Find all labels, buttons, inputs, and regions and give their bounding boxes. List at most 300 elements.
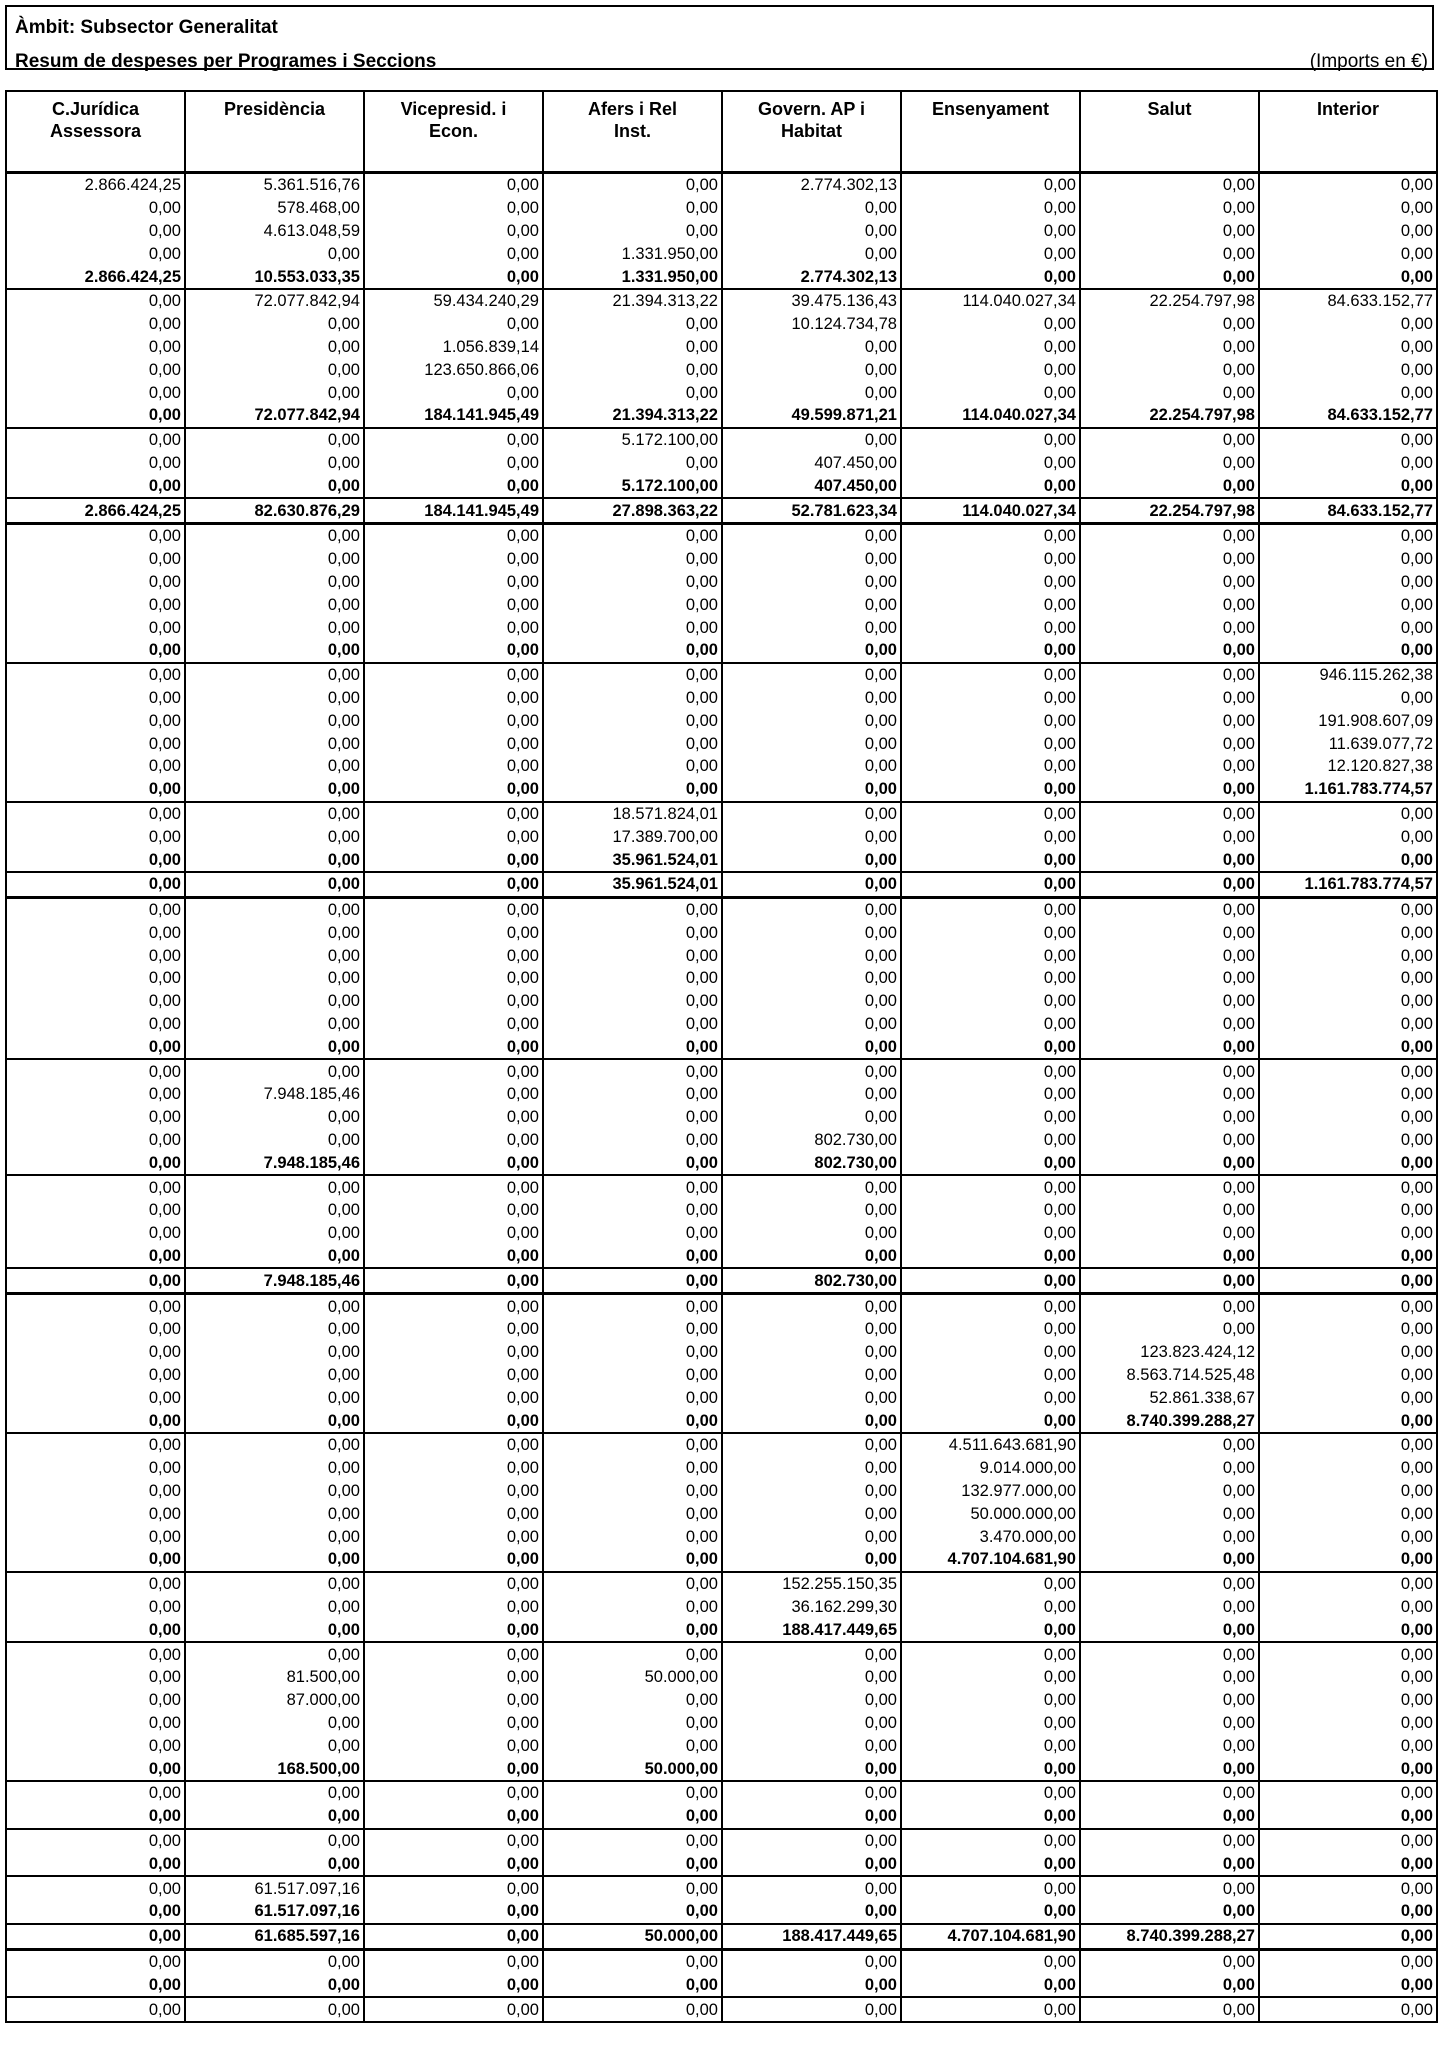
amount-cell: 0,00: [901, 944, 1080, 967]
amount-cell: 0,00: [543, 1480, 722, 1503]
amount-cell: 0,00: [1259, 523, 1437, 547]
amount-cell: 0,00: [185, 1341, 364, 1364]
amount-cell: 0,00: [1259, 848, 1437, 872]
amount-cell: 0,00: [722, 1386, 901, 1409]
subtotal-row: [6, 1757, 1437, 1781]
amount-cell: 0,00: [364, 1548, 543, 1572]
amount-cell: 0,00: [722, 1689, 901, 1712]
amount-cell: 2.866.424,25: [6, 173, 185, 197]
amount-cell: 0,00: [185, 990, 364, 1013]
amount-cell: 0,00: [185, 778, 364, 802]
amount-cell: 61.517.097,16: [185, 1900, 364, 1924]
amount-cell: 0,00: [901, 571, 1080, 594]
amount-cell: 0,00: [1259, 1013, 1437, 1036]
amount-cell: 0,00: [1080, 687, 1259, 710]
amount-cell: 0,00: [1259, 1341, 1437, 1364]
amount-cell: 0,00: [185, 1480, 364, 1503]
amount-cell: 0,00: [1259, 687, 1437, 710]
amount-cell: 0,00: [543, 778, 722, 802]
amount-cell: 0,00: [722, 897, 901, 921]
amount-cell: 61.685.597,16: [185, 1924, 364, 1949]
amount-cell: 0,00: [364, 1805, 543, 1829]
amount-cell: 0,00: [364, 571, 543, 594]
amount-cell: 5.172.100,00: [543, 474, 722, 498]
table-row: [6, 593, 1437, 616]
amount-cell: 0,00: [543, 313, 722, 336]
subtotal-row: [6, 1151, 1437, 1175]
amount-cell: 0,00: [901, 336, 1080, 359]
amount-cell: 81.500,00: [185, 1666, 364, 1689]
amount-cell: 0,00: [1080, 872, 1259, 897]
table-row: [6, 1596, 1437, 1619]
amount-cell: 0,00: [722, 1852, 901, 1876]
amount-cell: 0,00: [722, 967, 901, 990]
amount-cell: 0,00: [6, 616, 185, 639]
amount-cell: 0,00: [6, 944, 185, 967]
amount-cell: 0,00: [6, 1433, 185, 1457]
amount-cell: 0,00: [185, 732, 364, 755]
amount-cell: 0,00: [901, 639, 1080, 663]
amount-cell: 0,00: [6, 1876, 185, 1900]
amount-cell: 0,00: [543, 944, 722, 967]
amount-cell: 0,00: [1259, 1924, 1437, 1949]
amount-cell: 0,00: [364, 1712, 543, 1735]
amount-cell: 0,00: [364, 1222, 543, 1245]
amount-cell: 578.468,00: [185, 197, 364, 220]
amount-cell: 0,00: [722, 944, 901, 967]
amount-cell: 0,00: [364, 242, 543, 265]
amount-cell: 0,00: [6, 220, 185, 243]
table-row: [6, 802, 1437, 826]
amount-cell: 0,00: [1259, 571, 1437, 594]
amount-cell: 0,00: [901, 1151, 1080, 1175]
amount-cell: 0,00: [1080, 1222, 1259, 1245]
amount-cell: 0,00: [1259, 1618, 1437, 1642]
amount-cell: 0,00: [543, 593, 722, 616]
amount-cell: 12.120.827,38: [1259, 755, 1437, 778]
amount-cell: 0,00: [1080, 336, 1259, 359]
amount-cell: 0,00: [543, 1973, 722, 1997]
amount-cell: 0,00: [1259, 1548, 1437, 1572]
amount-cell: 84.633.152,77: [1259, 498, 1437, 523]
amount-cell: 114.040.027,34: [901, 289, 1080, 313]
amount-cell: 0,00: [543, 220, 722, 243]
amount-cell: 0,00: [1080, 1175, 1259, 1199]
amount-cell: 0,00: [1080, 1318, 1259, 1341]
amount-cell: 0,00: [722, 1199, 901, 1222]
amount-cell: 72.077.842,94: [185, 404, 364, 428]
amount-cell: 0,00: [543, 990, 722, 1013]
amount-cell: 0,00: [6, 242, 185, 265]
amount-cell: 0,00: [1259, 1222, 1437, 1245]
amount-cell: 0,00: [185, 1245, 364, 1269]
table-row: [6, 1106, 1437, 1129]
amount-cell: 0,00: [364, 1083, 543, 1106]
amount-cell: 0,00: [185, 1949, 364, 1973]
table-row: [6, 1642, 1437, 1666]
amount-cell: 0,00: [6, 709, 185, 732]
amount-cell: 0,00: [364, 313, 543, 336]
amount-cell: 0,00: [1259, 173, 1437, 197]
subtotal-row: [6, 639, 1437, 663]
amount-cell: 0,00: [185, 1013, 364, 1036]
amount-cell: 0,00: [722, 1294, 901, 1318]
amount-cell: 0,00: [6, 967, 185, 990]
amount-cell: 946.115.262,38: [1259, 663, 1437, 687]
amount-cell: 0,00: [1259, 313, 1437, 336]
table-row: [6, 1781, 1437, 1805]
amount-cell: 0,00: [364, 1059, 543, 1083]
amount-cell: 0,00: [722, 1900, 901, 1924]
amount-cell: 0,00: [543, 922, 722, 945]
table-row: [6, 197, 1437, 220]
amount-cell: 132.977.000,00: [901, 1480, 1080, 1503]
table-row: [6, 1734, 1437, 1757]
amount-cell: 0,00: [364, 922, 543, 945]
amount-cell: 0,00: [185, 571, 364, 594]
amount-cell: 0,00: [1080, 967, 1259, 990]
amount-cell: 0,00: [6, 778, 185, 802]
amount-cell: 0,00: [543, 732, 722, 755]
amount-cell: 5.361.516,76: [185, 173, 364, 197]
table-row: [6, 1364, 1437, 1387]
amount-cell: 407.450,00: [722, 452, 901, 475]
amount-cell: 9.014.000,00: [901, 1457, 1080, 1480]
column-header: Interior: [1259, 91, 1437, 173]
amount-cell: 0,00: [1080, 1525, 1259, 1548]
amount-cell: 4.707.104.681,90: [901, 1548, 1080, 1572]
amount-cell: 0,00: [722, 1433, 901, 1457]
amount-cell: 50.000.000,00: [901, 1502, 1080, 1525]
amount-cell: 0,00: [1259, 639, 1437, 663]
amount-cell: 0,00: [1080, 1548, 1259, 1572]
amount-cell: 0,00: [1259, 1318, 1437, 1341]
table-row: [6, 825, 1437, 848]
amount-cell: 21.394.313,22: [543, 404, 722, 428]
amount-cell: 22.254.797,98: [1080, 404, 1259, 428]
table-row: [6, 571, 1437, 594]
amount-cell: 0,00: [722, 1734, 901, 1757]
amount-cell: 0,00: [1080, 897, 1259, 921]
amount-cell: 0,00: [1080, 1013, 1259, 1036]
amount-cell: 0,00: [1080, 1268, 1259, 1293]
table-row: [6, 967, 1437, 990]
column-header: C.Jurídica Assessora: [6, 91, 185, 173]
amount-cell: 0,00: [6, 755, 185, 778]
amount-cell: 0,00: [185, 336, 364, 359]
amount-cell: 0,00: [1259, 1175, 1437, 1199]
amount-cell: 50.000,00: [543, 1924, 722, 1949]
amount-cell: 0,00: [722, 1548, 901, 1572]
amount-cell: 0,00: [543, 1949, 722, 1973]
amount-cell: 0,00: [543, 1852, 722, 1876]
amount-cell: 0,00: [543, 1035, 722, 1059]
table-row: [6, 381, 1437, 404]
amount-cell: 0,00: [6, 1689, 185, 1712]
amount-cell: 0,00: [364, 755, 543, 778]
table-row: [6, 1829, 1437, 1853]
amount-cell: 4.613.048,59: [185, 220, 364, 243]
amount-cell: 0,00: [543, 336, 722, 359]
amount-cell: 0,00: [1080, 474, 1259, 498]
amount-cell: 0,00: [6, 1318, 185, 1341]
amount-cell: 0,00: [1080, 1712, 1259, 1735]
amount-cell: 0,00: [185, 944, 364, 967]
amount-cell: 84.633.152,77: [1259, 404, 1437, 428]
amount-cell: 0,00: [1080, 1572, 1259, 1596]
table-row: [6, 1712, 1437, 1735]
amount-cell: 0,00: [722, 1997, 901, 2022]
amount-cell: 188.417.449,65: [722, 1924, 901, 1949]
amount-cell: 0,00: [364, 523, 543, 547]
amount-cell: 0,00: [543, 1083, 722, 1106]
amount-cell: 0,00: [364, 1199, 543, 1222]
amount-cell: 0,00: [901, 1083, 1080, 1106]
amount-cell: 0,00: [185, 548, 364, 571]
amount-cell: 0,00: [185, 967, 364, 990]
amount-cell: 0,00: [901, 616, 1080, 639]
amount-cell: 0,00: [722, 1175, 901, 1199]
amount-cell: 0,00: [1080, 990, 1259, 1013]
table-row: [6, 990, 1437, 1013]
table-row: [6, 1480, 1437, 1503]
amount-cell: 0,00: [1259, 381, 1437, 404]
amount-cell: 0,00: [901, 1386, 1080, 1409]
amount-cell: 0,00: [901, 1364, 1080, 1387]
amount-cell: 0,00: [1080, 242, 1259, 265]
amount-cell: 0,00: [1080, 1083, 1259, 1106]
amount-cell: 0,00: [1259, 197, 1437, 220]
amount-cell: 87.000,00: [185, 1689, 364, 1712]
amount-cell: 0,00: [1080, 1151, 1259, 1175]
amount-cell: 0,00: [6, 1829, 185, 1853]
amount-cell: 0,00: [364, 1151, 543, 1175]
amount-cell: 0,00: [901, 922, 1080, 945]
amount-cell: 1.056.839,14: [364, 336, 543, 359]
amount-cell: 0,00: [543, 1409, 722, 1433]
amount-cell: 0,00: [543, 1341, 722, 1364]
amount-cell: 0,00: [6, 1997, 185, 2022]
amount-cell: 0,00: [901, 848, 1080, 872]
amount-cell: 0,00: [901, 452, 1080, 475]
table-row: [6, 1341, 1437, 1364]
amount-cell: 0,00: [6, 1151, 185, 1175]
amount-cell: 10.553.033,35: [185, 265, 364, 289]
amount-cell: 0,00: [1080, 1734, 1259, 1757]
amount-cell: 8.563.714.525,48: [1080, 1364, 1259, 1387]
amount-cell: 0,00: [6, 474, 185, 498]
amount-cell: 49.599.871,21: [722, 404, 901, 428]
table-row: [6, 1433, 1437, 1457]
amount-cell: 0,00: [1259, 1083, 1437, 1106]
amount-cell: 0,00: [364, 1734, 543, 1757]
table-row: [6, 922, 1437, 945]
amount-cell: 0,00: [6, 313, 185, 336]
amount-cell: 0,00: [185, 1318, 364, 1341]
subtotal-row: [6, 1035, 1437, 1059]
amount-cell: 0,00: [901, 523, 1080, 547]
amount-cell: 0,00: [6, 1199, 185, 1222]
amount-cell: 0,00: [901, 778, 1080, 802]
subtotal-row: [6, 1245, 1437, 1269]
amount-cell: 0,00: [185, 381, 364, 404]
table-row: [6, 709, 1437, 732]
amount-cell: 0,00: [901, 732, 1080, 755]
amount-cell: 0,00: [722, 825, 901, 848]
amount-cell: 0,00: [6, 1294, 185, 1318]
amount-cell: 0,00: [1080, 1457, 1259, 1480]
amount-cell: 0,00: [1080, 1829, 1259, 1853]
amount-cell: 7.948.185,46: [185, 1268, 364, 1293]
amount-cell: 0,00: [6, 1035, 185, 1059]
amount-cell: 0,00: [543, 1106, 722, 1129]
amount-cell: 0,00: [1259, 1666, 1437, 1689]
amount-cell: 0,00: [1080, 313, 1259, 336]
amount-cell: 0,00: [364, 593, 543, 616]
amount-cell: 0,00: [6, 1949, 185, 1973]
amount-cell: 0,00: [364, 1852, 543, 1876]
amount-cell: 0,00: [6, 825, 185, 848]
amount-cell: 0,00: [543, 452, 722, 475]
amount-cell: 0,00: [185, 1973, 364, 1997]
amount-cell: 0,00: [722, 1949, 901, 1973]
table-row: [6, 173, 1437, 197]
amount-cell: 0,00: [901, 1245, 1080, 1269]
amount-cell: 0,00: [185, 1035, 364, 1059]
amount-cell: 0,00: [1080, 1876, 1259, 1900]
amount-cell: 0,00: [6, 1341, 185, 1364]
amount-cell: 35.961.524,01: [543, 848, 722, 872]
amount-cell: 0,00: [901, 1294, 1080, 1318]
amount-cell: 0,00: [1259, 1294, 1437, 1318]
amount-cell: 0,00: [1259, 825, 1437, 848]
amount-cell: 0,00: [1080, 265, 1259, 289]
amount-cell: 0,00: [185, 1457, 364, 1480]
table-row: [6, 1083, 1437, 1106]
amount-cell: 0,00: [543, 197, 722, 220]
amount-cell: 0,00: [364, 897, 543, 921]
amount-cell: 0,00: [901, 1106, 1080, 1129]
amount-cell: 0,00: [185, 709, 364, 732]
amount-cell: 0,00: [722, 1059, 901, 1083]
table-row: [6, 1689, 1437, 1712]
amount-cell: 0,00: [185, 1059, 364, 1083]
table-row: [6, 242, 1437, 265]
total-row: [6, 872, 1437, 897]
amount-cell: 0,00: [722, 1973, 901, 1997]
amount-cell: 0,00: [901, 990, 1080, 1013]
amount-cell: 0,00: [722, 242, 901, 265]
amount-cell: 0,00: [543, 1734, 722, 1757]
amount-cell: 123.650.866,06: [364, 358, 543, 381]
amount-cell: 0,00: [901, 1973, 1080, 1997]
amount-cell: 0,00: [6, 1572, 185, 1596]
amount-cell: 0,00: [6, 1757, 185, 1781]
amount-cell: 0,00: [1259, 1106, 1437, 1129]
amount-cell: 0,00: [364, 778, 543, 802]
amount-cell: 0,00: [6, 1973, 185, 1997]
table-row: [6, 1129, 1437, 1152]
amount-cell: 0,00: [722, 1480, 901, 1503]
amount-cell: 0,00: [6, 428, 185, 452]
amount-cell: 0,00: [364, 1502, 543, 1525]
amount-cell: 0,00: [1259, 474, 1437, 498]
amount-cell: 0,00: [1259, 1949, 1437, 1973]
amount-cell: 0,00: [1080, 1973, 1259, 1997]
table-row: [6, 220, 1437, 243]
amount-cell: 0,00: [1259, 336, 1437, 359]
table-row: [6, 1199, 1437, 1222]
table-row: [6, 1318, 1437, 1341]
amount-cell: 0,00: [185, 593, 364, 616]
amount-cell: 0,00: [1259, 242, 1437, 265]
amount-cell: 0,00: [1259, 944, 1437, 967]
amount-cell: 152.255.150,35: [722, 1572, 901, 1596]
amount-cell: 0,00: [901, 428, 1080, 452]
amount-cell: 0,00: [722, 1457, 901, 1480]
amount-cell: 0,00: [901, 220, 1080, 243]
amount-cell: 0,00: [722, 848, 901, 872]
amount-cell: 0,00: [543, 1997, 722, 2022]
amount-cell: 0,00: [364, 1480, 543, 1503]
amount-cell: 0,00: [1080, 616, 1259, 639]
amount-cell: 61.517.097,16: [185, 1876, 364, 1900]
amount-cell: 0,00: [1080, 732, 1259, 755]
amount-cell: 0,00: [543, 663, 722, 687]
amount-cell: 0,00: [6, 1525, 185, 1548]
amount-cell: 0,00: [364, 1409, 543, 1433]
amount-cell: 0,00: [1259, 1712, 1437, 1735]
amount-cell: 0,00: [722, 1341, 901, 1364]
amount-cell: 0,00: [1259, 1433, 1437, 1457]
table-row: [6, 1386, 1437, 1409]
amount-cell: 0,00: [1259, 1757, 1437, 1781]
amount-cell: 0,00: [185, 1294, 364, 1318]
amount-cell: 0,00: [6, 1222, 185, 1245]
amount-cell: 0,00: [901, 1757, 1080, 1781]
amount-cell: 0,00: [901, 1268, 1080, 1293]
amount-cell: 0,00: [722, 1502, 901, 1525]
table-row: [6, 1457, 1437, 1480]
amount-cell: 0,00: [901, 474, 1080, 498]
amount-cell: 0,00: [901, 1199, 1080, 1222]
amount-cell: 184.141.945,49: [364, 404, 543, 428]
amount-cell: 0,00: [543, 1689, 722, 1712]
table-row: [6, 428, 1437, 452]
amount-cell: 0,00: [364, 687, 543, 710]
amount-cell: 0,00: [1080, 173, 1259, 197]
amount-cell: 82.630.876,29: [185, 498, 364, 523]
amount-cell: 0,00: [1259, 990, 1437, 1013]
amount-cell: 0,00: [722, 990, 901, 1013]
column-header: Presidència: [185, 91, 364, 173]
amount-cell: 10.124.734,78: [722, 313, 901, 336]
amount-cell: 0,00: [722, 732, 901, 755]
amount-cell: 2.866.424,25: [6, 498, 185, 523]
amount-cell: 0,00: [543, 1829, 722, 1853]
amount-cell: 0,00: [185, 523, 364, 547]
amount-cell: 0,00: [1080, 358, 1259, 381]
amount-cell: 0,00: [1080, 1997, 1259, 2022]
amount-cell: 114.040.027,34: [901, 404, 1080, 428]
amount-cell: 0,00: [364, 825, 543, 848]
amount-cell: 0,00: [364, 732, 543, 755]
table-row: [6, 523, 1437, 547]
amount-cell: 0,00: [901, 1341, 1080, 1364]
amount-cell: 0,00: [543, 1222, 722, 1245]
amount-cell: 0,00: [1080, 1666, 1259, 1689]
amount-cell: 0,00: [901, 1409, 1080, 1433]
